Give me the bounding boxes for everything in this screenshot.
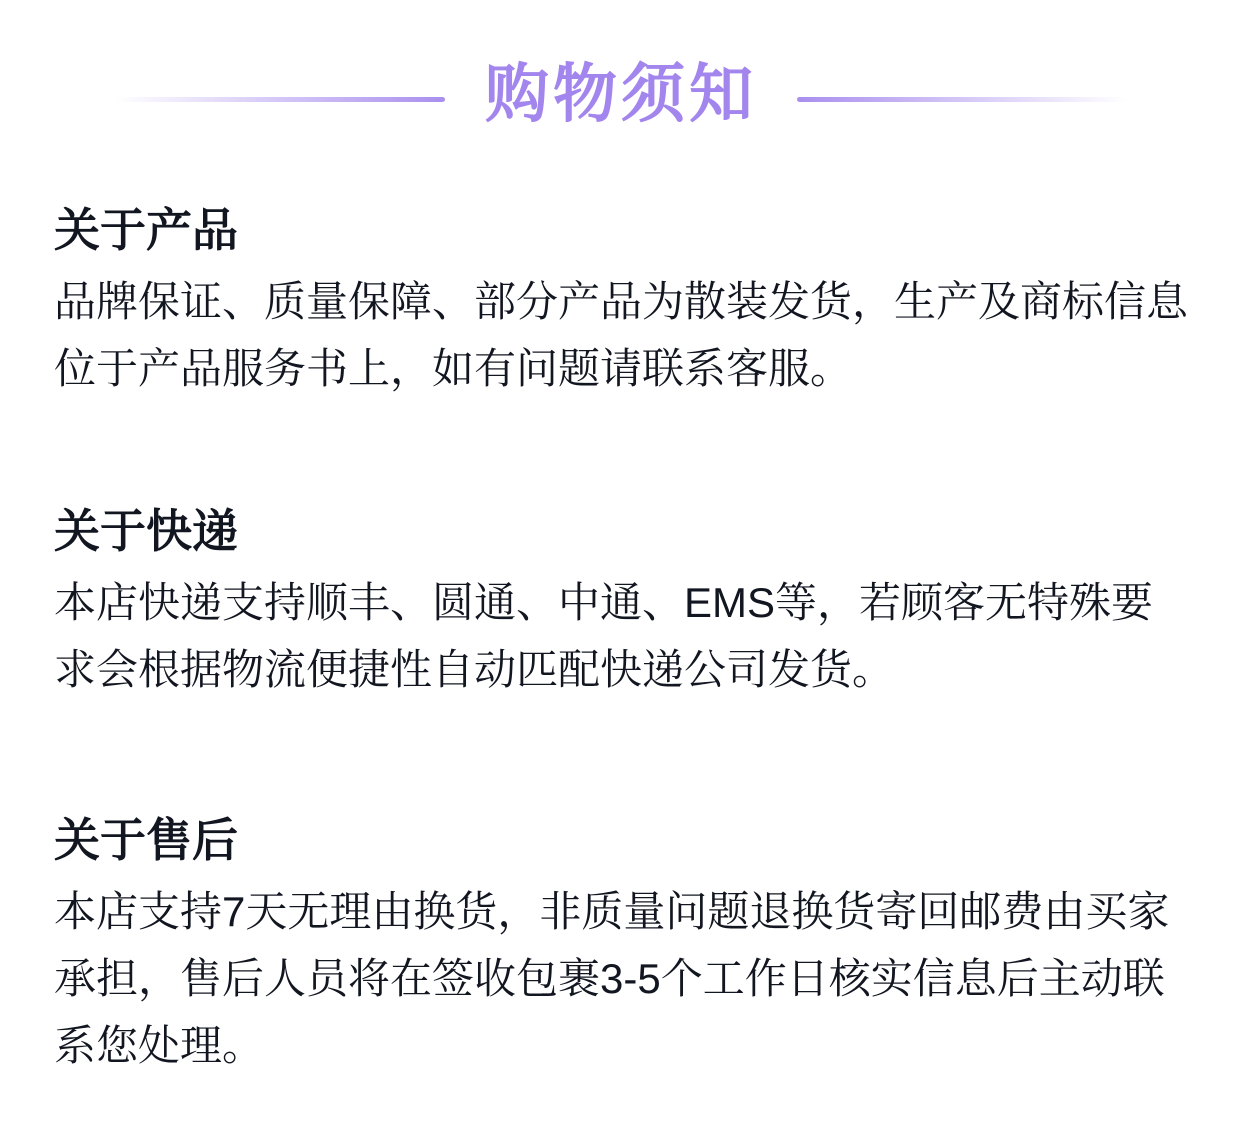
section-about-product	[54, 203, 1190, 402]
section-body-aftersales: 本店支持7天无理由换货，非质量问题退换货寄回邮费由买家承担，售后人员将在签收包裹3-5个工作日核实信息后主动联系您处理。	[54, 888, 1170, 1069]
title-divider-right	[797, 97, 1127, 102]
section-heading-shipping: 关于快递	[54, 505, 238, 557]
title-divider-left	[115, 97, 445, 102]
page-header	[0, 0, 1242, 133]
section-about-shipping	[54, 504, 1190, 703]
section-heading-aftersales: 关于售后	[54, 814, 238, 866]
section-body-product: 品牌保证、质量保障、部分产品为散装发货，生产及商标信息位于产品服务书上，如有问题请联系客服。	[54, 278, 1189, 392]
notice-content	[0, 203, 1242, 1079]
page-title: 购物须知	[485, 58, 757, 130]
section-body-shipping: 本店快递支持顺丰、圆通、中通、EMS等，若顾客无特殊要求会根据物流便捷性自动匹配快递公司发货。	[54, 579, 1154, 693]
section-about-aftersales	[54, 813, 1190, 1079]
section-heading-product: 关于产品	[54, 204, 238, 256]
